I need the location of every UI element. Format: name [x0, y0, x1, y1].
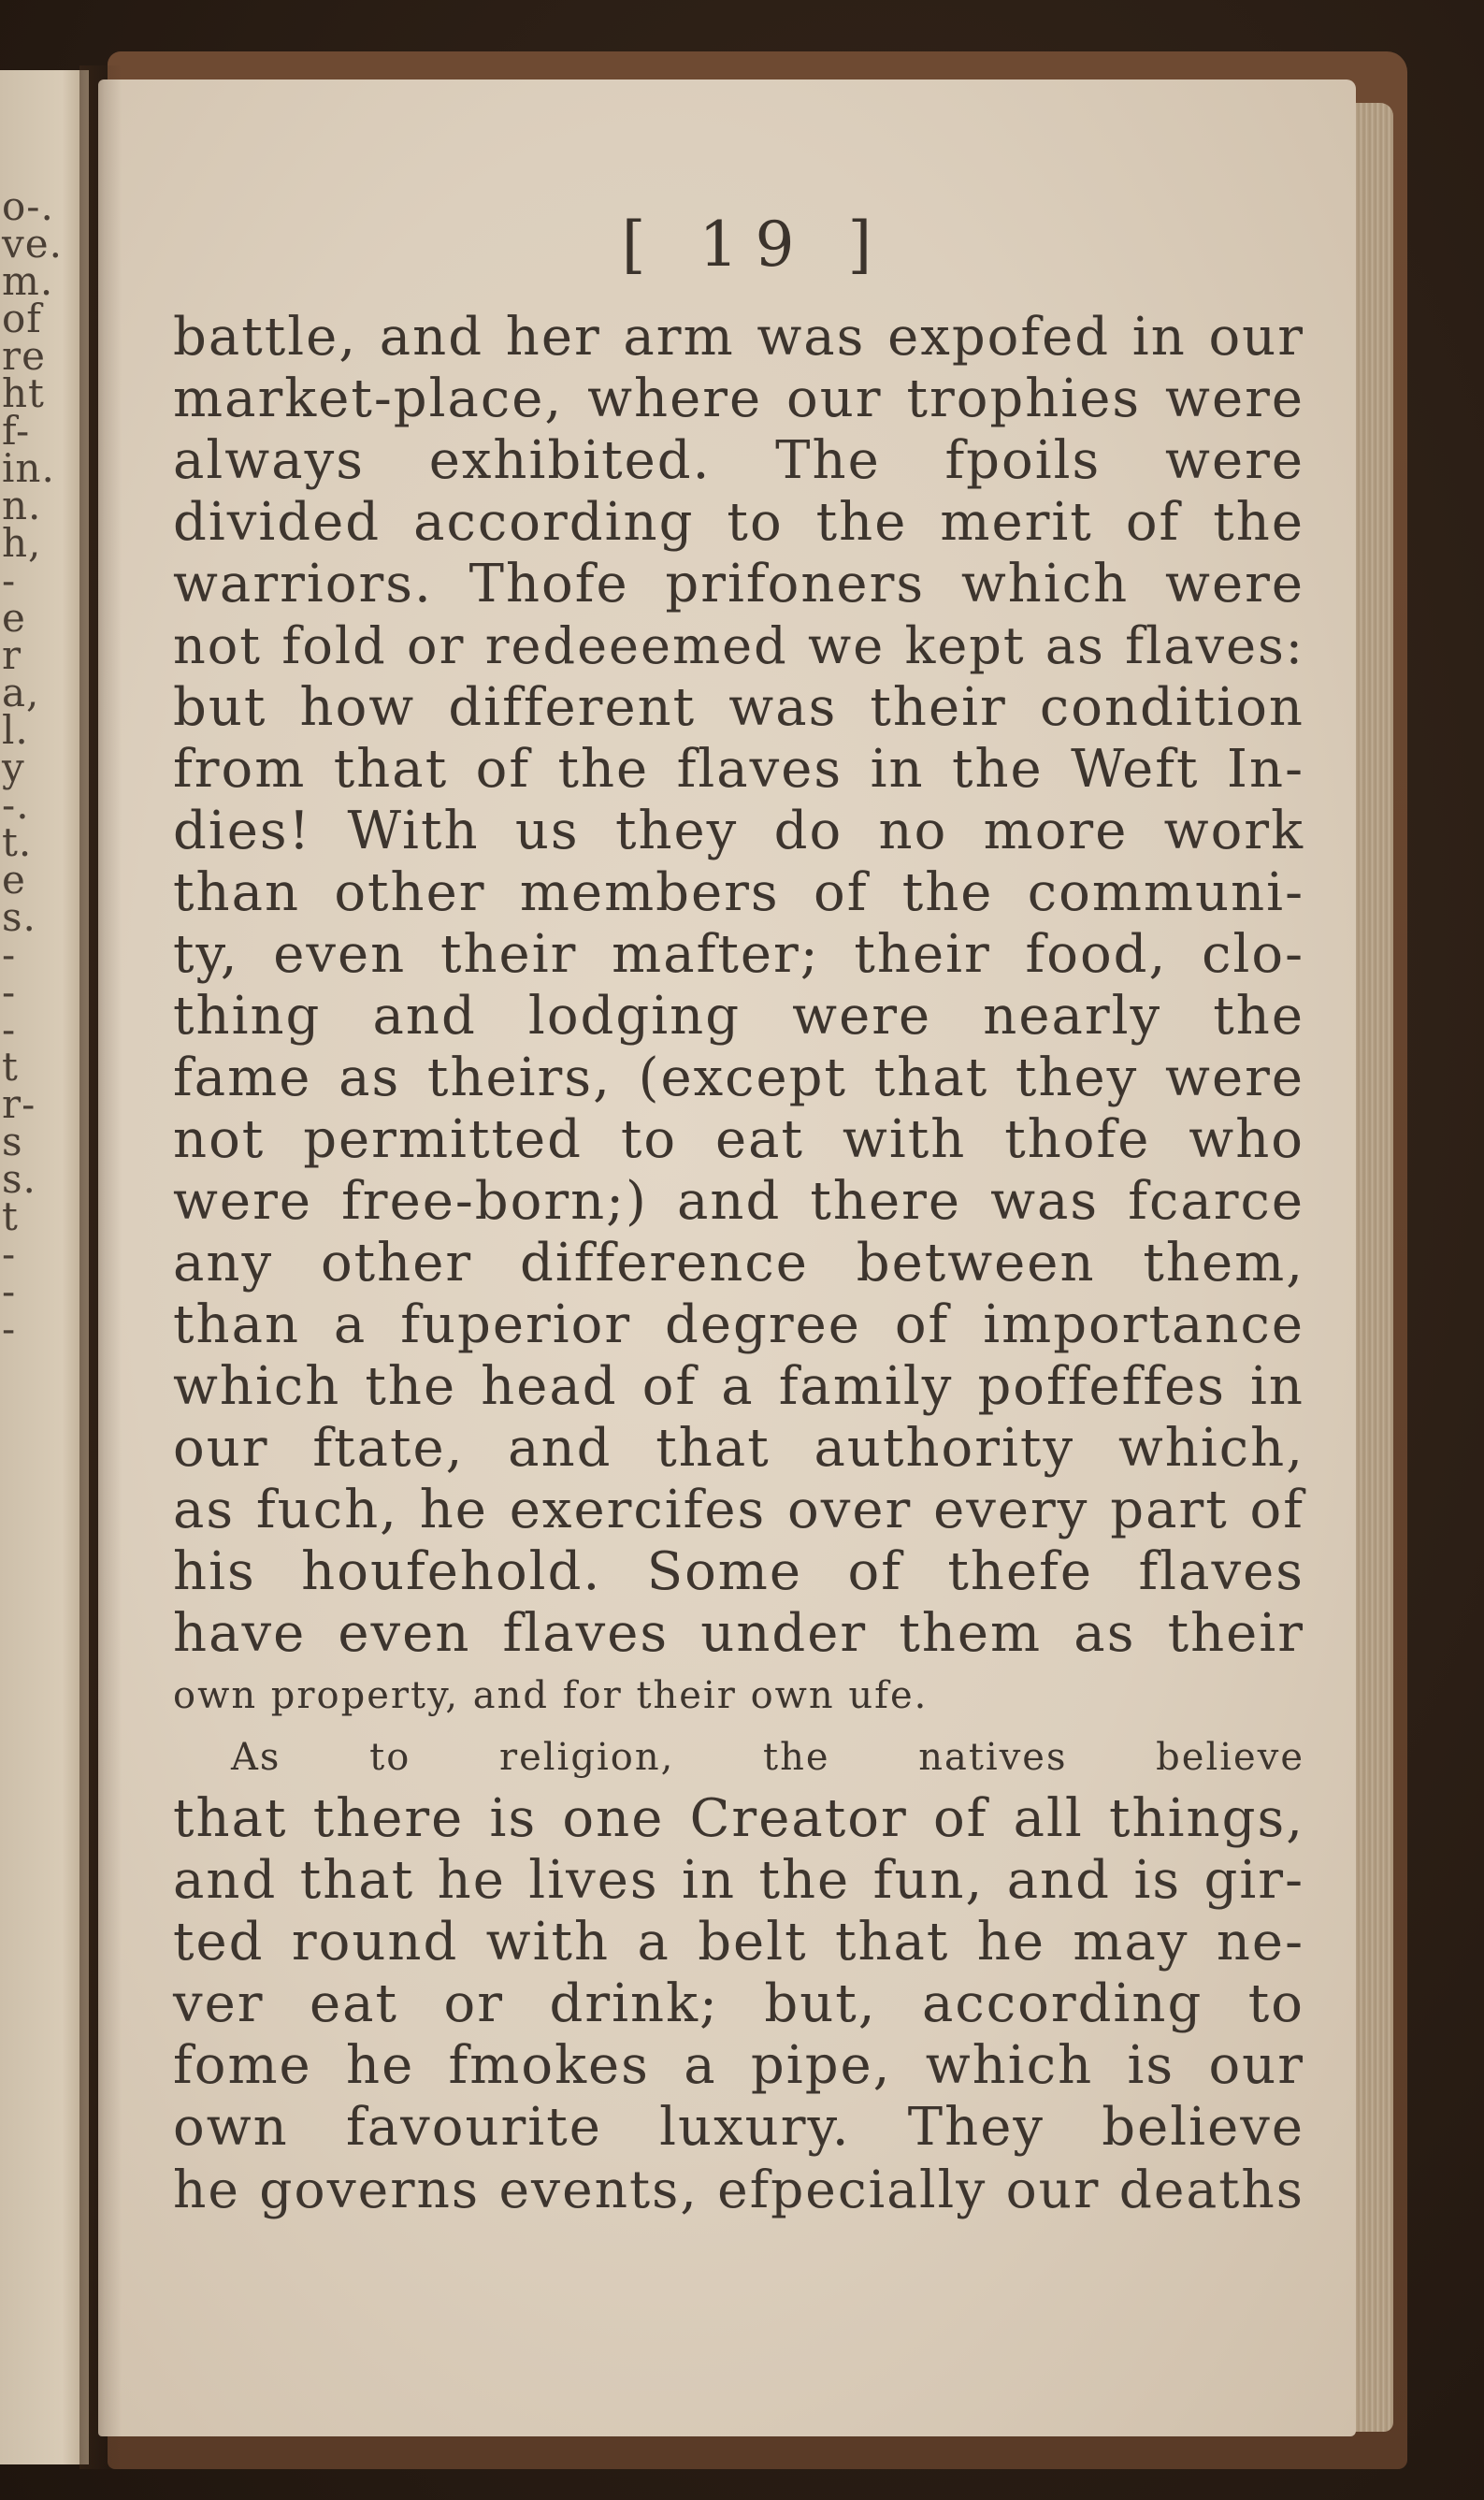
facing-fragment: ve. [2, 221, 63, 267]
facing-fragment: s [2, 1119, 23, 1164]
text-line: and that he lives in the fun, and is gir- [173, 1850, 1304, 1911]
text-line: not fold or redeeemed we kept as flaves: [173, 616, 1304, 675]
text-line: battle, and her arm was expofed in our [173, 307, 1304, 368]
text-line: our ftate, and that authority which, [173, 1418, 1304, 1479]
facing-fragment: a, [2, 670, 40, 715]
facing-fragment: - [2, 1006, 17, 1052]
facing-fragment: t [2, 1044, 19, 1090]
facing-fragment: s. [2, 1156, 36, 1202]
text-line: warriors. Thofe prifoners which were [173, 554, 1304, 614]
facing-fragment: e [2, 857, 26, 903]
facing-fragment: -. [2, 782, 30, 828]
text-line: ted round with a belt that he may ne- [173, 1912, 1304, 1973]
facing-fragment: t. [2, 819, 33, 865]
text-line: than a fuperior degree of importance [173, 1294, 1304, 1355]
facing-fragment: ht [2, 370, 45, 416]
facing-fragment: s. [2, 894, 36, 940]
text-line: ty, even their mafter; their food, clo- [173, 924, 1304, 985]
facing-fragment: - [2, 932, 17, 977]
facing-fragment: - [2, 1268, 17, 1314]
facing-fragment: o-. [2, 183, 54, 229]
text-line: but how different was their condition [173, 677, 1304, 738]
text-line: market-place, where our trophies were [173, 368, 1304, 429]
text-line: any other difference between them, [173, 1233, 1304, 1293]
text-line: dies! With us they do no more work [173, 801, 1304, 861]
text-line: not permitted to eat with thofe who [173, 1109, 1304, 1170]
text-line: which the head of a family poffeffes in [173, 1356, 1304, 1417]
text-line: divided according to the merit of the [173, 492, 1304, 553]
text-line: fame as theirs, (except that they were [173, 1048, 1304, 1108]
text-line: own property, and for their own ufe. [173, 1674, 929, 1717]
facing-fragment: r [2, 632, 22, 678]
text-line: own favourite luxury. They believe [173, 2097, 1304, 2158]
text-line: have even flaves under them as their [173, 1603, 1304, 1664]
text-line: fome he fmokes a pipe, which is our [173, 2035, 1304, 2096]
facing-fragment: - [2, 1306, 17, 1351]
text-line: from that of the flaves in the Weft In- [173, 739, 1304, 800]
text-line: always exhibited. The fpoils were [173, 430, 1304, 491]
facing-fragment: h, [2, 520, 42, 566]
text-line: thing and lodging were nearly the [173, 986, 1304, 1047]
facing-fragment: r- [2, 1081, 36, 1127]
facing-fragment: re [2, 333, 46, 379]
text-line: that there is one Creator of all things, [173, 1788, 1304, 1849]
book-page [98, 79, 1356, 2436]
text-line: he governs events, efpecially our deaths [173, 2160, 1304, 2219]
facing-fragment: of [2, 296, 42, 341]
page-number: [ 19 ] [621, 209, 889, 281]
facing-fragment: m. [2, 258, 54, 304]
text-line: As to religion, the natives believe [231, 1736, 1304, 1779]
text-line: than other members of the communi- [173, 862, 1304, 923]
facing-fragment: y [2, 744, 25, 790]
facing-fragment: e [2, 595, 26, 641]
text-line: his houfehold. Some of thefe flaves [173, 1541, 1304, 1602]
facing-fragment: - [2, 1231, 17, 1277]
facing-fragment: t [2, 1193, 19, 1239]
facing-fragment: n. [2, 483, 42, 528]
text-line: were free-born;) and there was fcarce [173, 1171, 1304, 1232]
facing-fragment: - [2, 557, 17, 603]
facing-fragment: - [2, 969, 17, 1015]
text-line: as fuch, he exercifes over every part of [173, 1480, 1304, 1540]
text-line: ver eat or drink; but, according to [173, 1973, 1304, 2034]
facing-fragment: f- [2, 408, 31, 454]
facing-fragment: in. [2, 445, 55, 491]
body-text [173, 307, 1314, 2220]
gutter-shadow [79, 65, 122, 2469]
facing-page [0, 70, 89, 2464]
facing-fragment: l. [2, 707, 29, 753]
